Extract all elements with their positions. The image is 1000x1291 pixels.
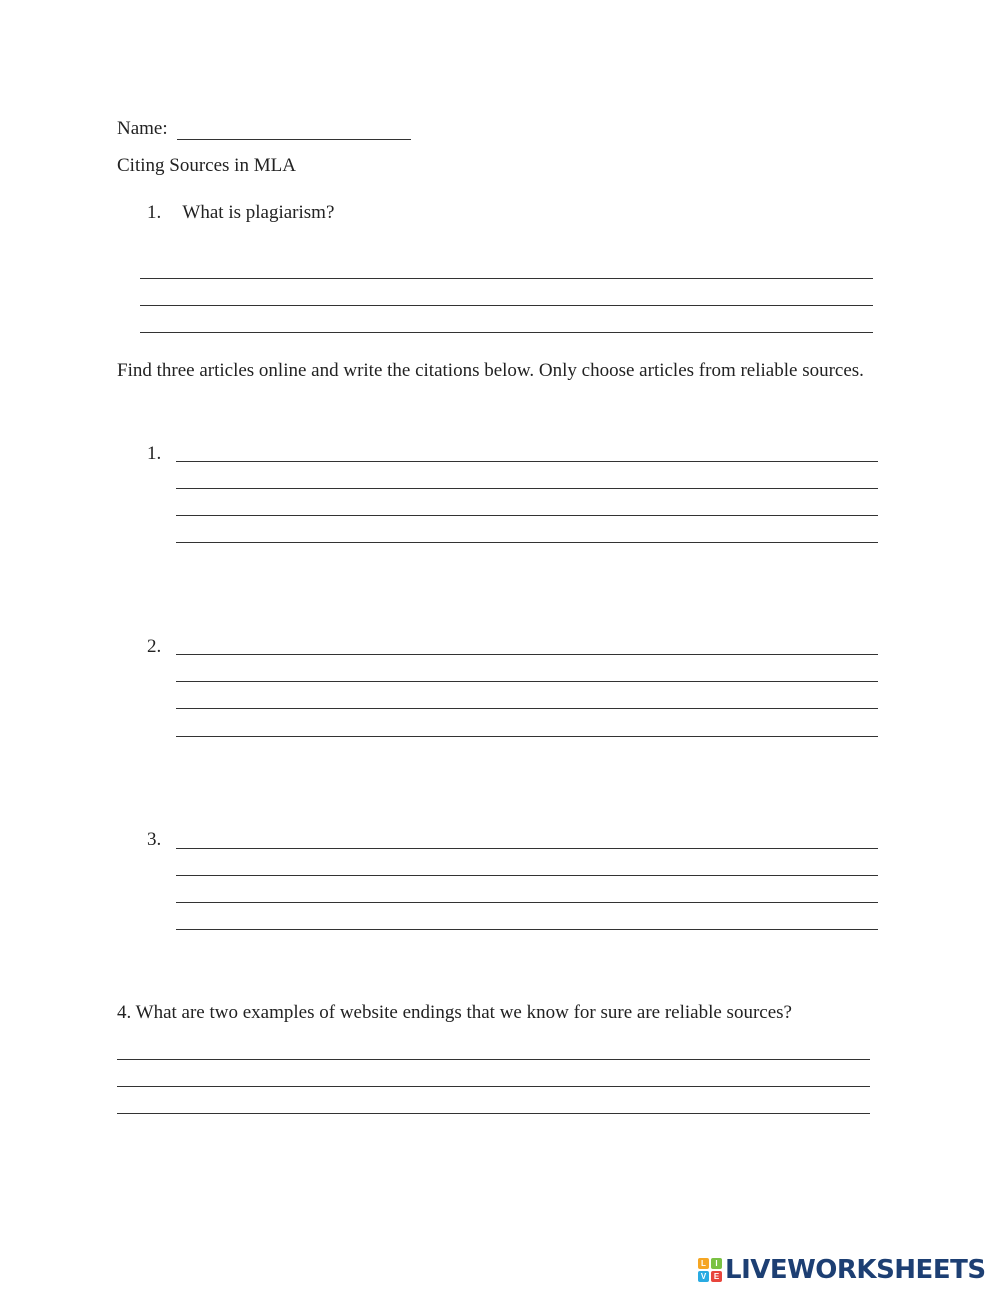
citation-1-line[interactable] bbox=[176, 542, 878, 543]
question-4-answer-line[interactable] bbox=[117, 1113, 870, 1114]
question-4: 4. What are two examples of website endings that we know for sure are reliable sources? bbox=[117, 1002, 792, 1023]
question-4-answer-line[interactable] bbox=[117, 1086, 870, 1087]
name-answer-line[interactable] bbox=[177, 139, 411, 140]
citation-1-line[interactable] bbox=[176, 515, 878, 516]
citation-1-number: 1. bbox=[147, 443, 162, 464]
citation-2-line[interactable] bbox=[176, 708, 878, 709]
citation-3-line[interactable] bbox=[176, 848, 878, 849]
citation-3-line[interactable] bbox=[176, 875, 878, 876]
citation-2-number: 2. bbox=[147, 636, 162, 657]
liveworksheets-logo bbox=[698, 1256, 986, 1284]
logo-tile-l: L bbox=[698, 1258, 709, 1269]
question-1 bbox=[147, 202, 334, 224]
citation-3-line[interactable] bbox=[176, 929, 878, 930]
citation-2-line[interactable] bbox=[176, 681, 878, 682]
citation-2-line[interactable] bbox=[176, 654, 878, 655]
citation-1-line[interactable] bbox=[176, 488, 878, 489]
logo-tile-e: E bbox=[711, 1271, 722, 1282]
question-1-answer-line[interactable] bbox=[140, 305, 873, 306]
question-1-answer-line[interactable] bbox=[140, 332, 873, 333]
question-1-answer-line[interactable] bbox=[140, 278, 873, 279]
question-1-number: 1. bbox=[147, 202, 162, 223]
citation-3-number: 3. bbox=[147, 829, 162, 850]
question-1-text: What is plagiarism? bbox=[182, 202, 335, 223]
logo-icon bbox=[698, 1258, 722, 1282]
citation-instructions: Find three articles online and write the citations below. Only choose articles from reliable sources. bbox=[117, 360, 864, 381]
logo-text: LIVEWORKSHEETS bbox=[725, 1255, 986, 1285]
question-4-answer-line[interactable] bbox=[117, 1059, 870, 1060]
worksheet-title: Citing Sources in MLA bbox=[117, 155, 296, 176]
logo-tile-v: V bbox=[698, 1271, 709, 1282]
citation-2-line[interactable] bbox=[176, 736, 878, 737]
citation-1-line[interactable] bbox=[176, 461, 878, 462]
name-label: Name: bbox=[117, 118, 168, 139]
citation-3-line[interactable] bbox=[176, 902, 878, 903]
logo-tile-i: I bbox=[711, 1258, 722, 1269]
